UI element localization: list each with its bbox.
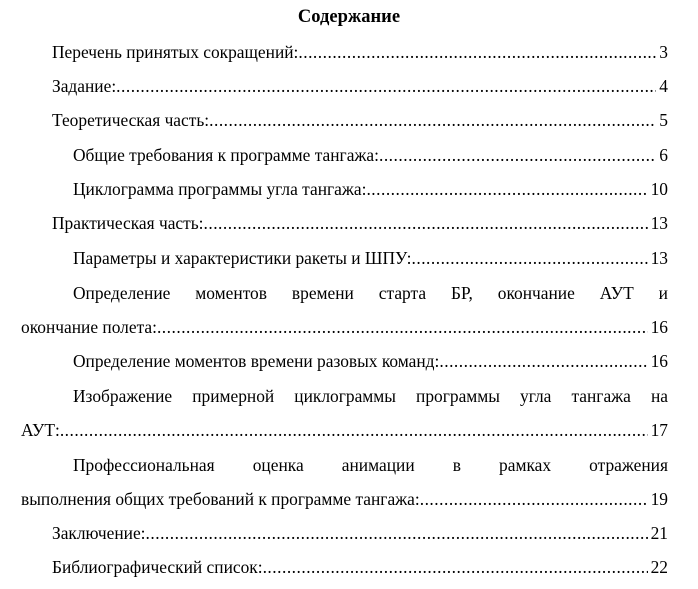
toc-entry-cyclogram[interactable] bbox=[0, 178, 668, 200]
toc-page-number: 10 bbox=[650, 179, 668, 199]
toc-entry-conclusion[interactable] bbox=[0, 522, 668, 544]
toc-entry-general-requirements[interactable] bbox=[0, 144, 668, 166]
toc-entry-rocket-parameters[interactable] bbox=[0, 247, 668, 269]
toc-page-number: 4 bbox=[659, 76, 668, 96]
toc-entry-text: Определение моментов времени разовых команд: bbox=[73, 351, 440, 371]
toc-entry-task[interactable] bbox=[0, 75, 668, 97]
toc-page-number: 17 bbox=[650, 420, 668, 440]
toc-leader-dots bbox=[60, 419, 648, 441]
toc-entry-text: Библиографический список: bbox=[52, 557, 263, 577]
toc-entry-text: Перечень принятых сокращений: bbox=[52, 42, 299, 62]
toc-page-number: 3 bbox=[659, 42, 668, 62]
toc-leader-dots bbox=[379, 144, 656, 166]
toc-entry-practice[interactable] bbox=[0, 212, 668, 234]
toc-entry-text: Параметры и характеристики ракеты и ШПУ: bbox=[73, 248, 412, 268]
toc-entry-one-time-commands[interactable] bbox=[0, 350, 668, 372]
toc-leader-dots bbox=[263, 556, 648, 578]
toc-entry-text: Циклограмма программы угла тангажа: bbox=[73, 179, 367, 199]
toc-leader-dots bbox=[116, 75, 656, 97]
toc-page-number: 5 bbox=[659, 110, 668, 130]
toc-title: Содержание bbox=[297, 7, 401, 27]
toc-entry-abbreviations[interactable] bbox=[0, 41, 668, 63]
toc-entry-text-line2: выполнения общих требований к программе тангажа: bbox=[21, 489, 420, 509]
toc-entry-text-line1: Профессиональная оценка анимации в рамках отражения bbox=[73, 455, 668, 475]
toc-page-number: 16 bbox=[650, 351, 668, 371]
toc-leader-dots bbox=[209, 109, 656, 131]
toc-entry-text: Теоретическая часть: bbox=[52, 110, 210, 130]
toc-entry-text: Заключение: bbox=[52, 523, 146, 543]
toc-leader-dots bbox=[146, 522, 648, 544]
toc-page-number: 21 bbox=[650, 523, 668, 543]
toc-entry-text: Практическая часть: bbox=[52, 213, 204, 233]
toc-entry-bibliography[interactable] bbox=[0, 556, 668, 578]
toc-page-number: 16 bbox=[650, 317, 668, 337]
toc-leader-dots bbox=[157, 316, 648, 338]
toc-entry-text: Общие требования к программе тангажа: bbox=[73, 145, 379, 165]
toc-entry-cyclogram-image[interactable] bbox=[21, 385, 668, 441]
toc-page-number: 13 bbox=[650, 248, 668, 268]
toc-entry-text: Задание: bbox=[52, 76, 117, 96]
toc-entry-start-times[interactable] bbox=[21, 282, 668, 338]
toc-leader-dots bbox=[366, 178, 647, 200]
toc-page-number: 6 bbox=[659, 145, 668, 165]
toc-page-number: 22 bbox=[650, 557, 668, 577]
toc-entry-theory[interactable] bbox=[0, 109, 668, 131]
toc-entry-text-line2: окончание полета: bbox=[21, 317, 157, 337]
toc-leader-dots bbox=[420, 488, 648, 510]
toc-leader-dots bbox=[412, 247, 648, 269]
toc-leader-dots bbox=[204, 212, 648, 234]
toc-entry-animation-evaluation[interactable] bbox=[21, 454, 668, 510]
toc-entry-text-line1: Изображение примерной циклограммы программы угла тангажа на bbox=[73, 386, 668, 406]
toc-page-number: 13 bbox=[650, 213, 668, 233]
toc-entry-text-line2: АУТ: bbox=[21, 420, 60, 440]
toc-page-number: 19 bbox=[650, 489, 668, 509]
toc-entry-text-line1: Определение моментов времени старта БР, окончание АУТ и bbox=[73, 283, 668, 303]
toc-leader-dots bbox=[298, 41, 656, 63]
toc-leader-dots bbox=[439, 350, 647, 372]
